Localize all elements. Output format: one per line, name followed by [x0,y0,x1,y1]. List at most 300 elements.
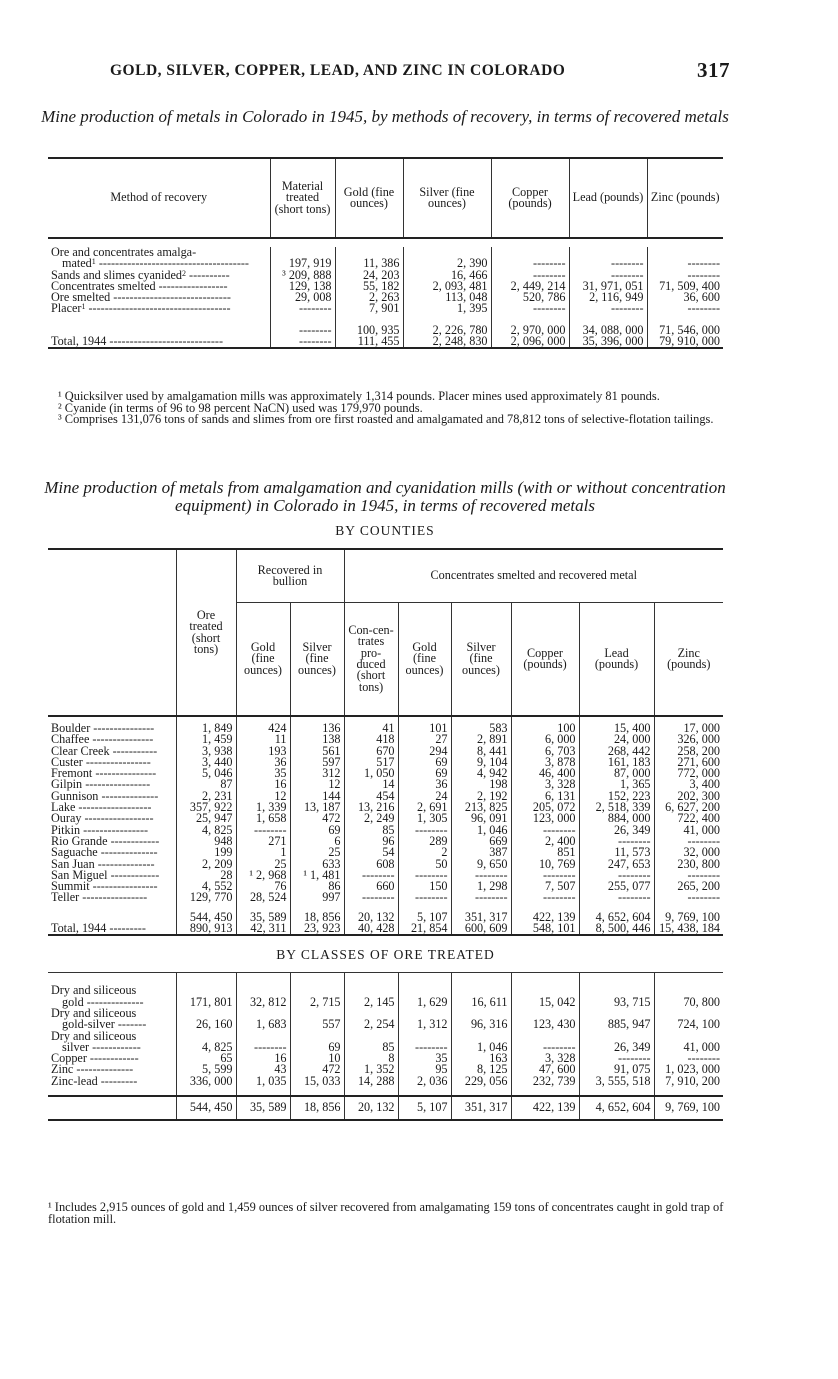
table1-cell: 11, 386 [335,258,403,269]
table2-cell: 70, 800 [654,997,723,1008]
table2-cell: 21, 854 [398,923,451,935]
table2-cell: 1 [236,847,290,858]
table2-cell: 171, 801 [176,997,236,1008]
footnote: ³ Comprises 131,076 tons of sands and slimes from ore first roasted and amalgamated and 78,812 tons of selective-flotation tailings. [58,412,714,426]
table1-cell: 24, 203 [335,270,403,281]
table2-cell: 36 [236,757,290,768]
table2-class-total-cell: 20, 132 [344,1096,398,1120]
table2-cell: 14, 288 [344,1076,398,1087]
table2-cell: 27 [398,734,451,745]
table2-cell: 91, 075 [579,1064,654,1075]
table2-cell: 357, 922 [176,802,236,813]
table2-cell: -------- [398,1042,451,1053]
table2-cell: 8, 441 [451,746,511,757]
table2-cell: 14 [344,779,398,790]
table2-cell: 851 [511,847,579,858]
table2-cell: 46, 400 [511,768,579,779]
row-label: Custer ---------------- [51,754,151,769]
table1-cell: 7, 901 [335,303,403,314]
table2-col-header: Con-cen-trates pro-duced (short tons) [344,603,398,717]
row-label: gold -------------- [62,994,144,1009]
row-label: Total, 1944 --------- [48,923,176,935]
table1-cell: 2, 093, 481 [403,281,491,292]
table2-total-cell: 351, 317 [451,912,511,923]
row-label: Zinc -------------- [51,1062,134,1077]
row-label: San Miguel ------------ [51,867,160,882]
table2-cell: 16, 611 [451,997,511,1008]
table1-cell: 71, 509, 400 [647,281,723,292]
table2-cell: -------- [236,1042,290,1053]
table2-cell: 4, 825 [176,1042,236,1053]
table2-cell: 5, 046 [176,768,236,779]
table2-cell: 722, 400 [654,813,723,824]
table2-cell: 152, 223 [579,791,654,802]
table2-cell: 669 [451,836,511,847]
table2-cell: 54 [344,847,398,858]
table2-cell: 69 [398,757,451,768]
table2-cell: 15, 033 [290,1076,344,1087]
table2-cell: 28, 524 [236,892,290,903]
table2-cell: 163 [451,1053,511,1064]
table2-cell: 26, 349 [579,825,654,836]
table2-cell: -------- [398,825,451,836]
table2-cell: 93, 715 [579,997,654,1008]
table2-county-row [48,892,723,903]
table1-total1944-cell: 35, 396, 000 [569,336,647,348]
table2-cell: 1, 339 [236,802,290,813]
table2-subcaption-counties: BY COUNTIES [335,523,435,538]
table2-cell: -------- [654,836,723,847]
table1-cell: 2, 449, 214 [491,281,569,292]
table2-cell: 1, 459 [176,734,236,745]
table1-cell: 197, 919 [270,258,335,269]
table2-total-cell: 35, 589 [236,912,290,923]
table2-cell: 10 [290,1053,344,1064]
table2-cell: 1, 849 [176,723,236,734]
row-label: Dry and siliceous [51,983,137,998]
table2-subcaption-row [48,935,723,973]
table1-total-cell: -------- [270,325,335,336]
table2-cell: 12 [290,779,344,790]
row-label: Clear Creek ----------- [51,743,158,758]
table2-cell: 2 [398,847,451,858]
table2-cell: 517 [344,757,398,768]
table2-cell: 724, 100 [654,1019,723,1030]
table1-cell: -------- [491,258,569,269]
table2-cell: 6 [290,836,344,847]
table1-cell: 55, 182 [335,281,403,292]
row-label: mated$^1$ ------------------------------------- [62,256,249,271]
table2-cell: 85 [344,1042,398,1053]
table2-cell: 136 [290,723,344,734]
table2-cell: 3, 400 [654,779,723,790]
table2-cell: 890, 913 [176,923,236,935]
table2-cell: 633 [290,859,344,870]
table2-cell: 4, 552 [176,881,236,892]
row-label: Placer$^1$ ----------------------------------- [51,301,231,316]
running-header [110,58,730,82]
table2-cell: 8 [344,1053,398,1064]
table2-cell: 5, 599 [176,1064,236,1075]
table2-cell: 11 [236,734,290,745]
table2-cell: 268, 442 [579,746,654,757]
row-label: Rio Grande ------------ [51,833,160,848]
table2-cell: 65 [176,1053,236,1064]
table2-cell: 1, 046 [451,825,511,836]
table2-cell: 600, 609 [451,923,511,935]
table1-cell: 113, 048 [403,292,491,303]
table1-cell: -------- [491,270,569,281]
table2-cell: 230, 800 [654,859,723,870]
table1-col-header: Silver (fine ounces) [403,158,491,238]
table2-total-cell: 422, 139 [511,912,579,923]
table2-class-row [48,1019,723,1030]
table2-total-cell: 9, 769, 100 [654,912,723,923]
table1-cell: -------- [569,258,647,269]
table2-cell: 271, 600 [654,757,723,768]
table2-cell: 96 [344,836,398,847]
row-label: Ore and concentrates amalga- [51,245,197,259]
table1-cell: -------- [569,303,647,314]
table2-cell: 472 [290,813,344,824]
table2-cell: 213, 825 [451,802,511,813]
table2-cell: 202, 300 [654,791,723,802]
table2-cell: 424 [236,723,290,734]
table2-cell: 3, 878 [511,757,579,768]
table2-header-row-groups [48,549,723,603]
table2-cell: 583 [451,723,511,734]
table2-class-total-cell: 5, 107 [398,1096,451,1120]
table2-cell: 1, 035 [236,1076,290,1087]
row-label: gold-silver ------- [62,1017,147,1032]
table2-cell: 1, 312 [398,1019,451,1030]
table2-cell: 2, 691 [398,802,451,813]
table2-cell: 6, 627, 200 [654,802,723,813]
table2-cell: 123, 000 [511,813,579,824]
table2-total1944-row [48,923,723,935]
table1-total1944-cell: 79, 910, 000 [647,336,723,348]
table1-total-cell: 34, 088, 000 [569,325,647,336]
table2-cell: 9, 650 [451,859,511,870]
table2-cell: 312 [290,768,344,779]
table1-col-header: Material treated (short tons) [270,158,335,238]
table1-cell: 16, 466 [403,270,491,281]
row-label: San Juan -------------- [51,856,155,871]
table2-cell: 13, 216 [344,802,398,813]
table2-cell: 43 [236,1064,290,1075]
table2-cell: 15, 438, 184 [654,923,723,935]
table2-col-header: Silver (fine ounces) [290,603,344,717]
table2-cell: 42, 311 [236,923,290,935]
table2-cell: 198 [451,779,511,790]
table2-col-header: Gold (fine ounces) [236,603,290,717]
table2-cell: 6, 131 [511,791,579,802]
table2-cell: 6, 000 [511,734,579,745]
table2-cell: 326, 000 [654,734,723,745]
table1-caption: Mine production of metals in Colorado in 1945, by methods of recovery, in terms of recovered metals [41,107,729,126]
table2-cell: 472 [290,1064,344,1075]
table2-cell: 86 [290,881,344,892]
table2-class-total-cell: 422, 139 [511,1096,579,1120]
row-label: Chaffee --------------- [51,732,154,747]
table2-cell: -------- [511,892,579,903]
table1-col-header: Lead (pounds) [569,158,647,238]
table2-cell: 271 [236,836,290,847]
table2-class-total-cell: 35, 589 [236,1096,290,1120]
table1-cell: 29, 008 [270,292,335,303]
table2-total-cell: 4, 652, 604 [579,912,654,923]
table2-cell: 1, 683 [236,1019,290,1030]
table2-cell: 418 [344,734,398,745]
table2-cell: 35 [398,1053,451,1064]
table2-cell: 1, 050 [344,768,398,779]
table1-cell: 129, 138 [270,281,335,292]
table2-cell: -------- [511,825,579,836]
table2-cell: 25, 947 [176,813,236,824]
table1-cell: 2, 390 [403,258,491,269]
group-header-concentrates: Concentrates smelted and recovered metal [344,549,723,603]
table2-cell: 2, 400 [511,836,579,847]
table2-cell: 144 [290,791,344,802]
row-label: silver ------------ [62,1039,141,1054]
table2-cell: 8, 500, 446 [579,923,654,935]
table2-cell: 255, 077 [579,881,654,892]
table2-cell: 47, 600 [511,1064,579,1075]
table2-cell: -------- [398,892,451,903]
row-label: Ore smelted ----------------------------- [51,290,231,305]
table2-footnote: ¹ Includes 2,915 ounces of gold and 1,459 ounces of silver recovered from amalgamating 159 tons of concentrates caught in gold trap of flotation mill. [48,1200,724,1226]
table2-cell: -------- [511,1042,579,1053]
table2-cell: 884, 000 [579,813,654,824]
table1-total1944-cell: 111, 455 [335,336,403,348]
table2-cell: 205, 072 [511,802,579,813]
table1-cell: -------- [647,270,723,281]
table1-total-cell: 71, 546, 000 [647,325,723,336]
table1-col-header: Zinc (pounds) [647,158,723,238]
table2-cell: 336, 000 [176,1076,236,1087]
table1-cell: ³ 209, 888 [270,270,335,281]
table2-cell: 2, 209 [176,859,236,870]
table2-cell: 6, 703 [511,746,579,757]
table2-cell: 2, 715 [290,997,344,1008]
table2-cell: 25 [236,859,290,870]
table2-cell: 454 [344,791,398,802]
table1-cell: 2, 263 [335,292,403,303]
table2-cell: 95 [398,1064,451,1075]
table1-header-row [48,158,723,238]
table2-cell: 4, 942 [451,768,511,779]
table2-subcaption-classes: BY CLASSES OF ORE TREATED [48,935,723,973]
table2-cell: 948 [176,836,236,847]
table2-cell: 3, 328 [511,1053,579,1064]
table1-col-header: Method of recovery [48,158,270,238]
table2-col-header: Copper (pounds) [511,603,579,717]
table2-cell: 17, 000 [654,723,723,734]
table2-cell: -------- [654,870,723,881]
table1-col-header: Copper (pounds) [491,158,569,238]
table2-cell: 15, 042 [511,997,579,1008]
table2-cell: -------- [511,870,579,881]
table2-total-cell: 5, 107 [398,912,451,923]
table2-total-cell: 18, 856 [290,912,344,923]
table2-cell: 161, 183 [579,757,654,768]
table2-cell: 2, 254 [344,1019,398,1030]
table2-cell: 41, 000 [654,825,723,836]
table2-cell: 1, 365 [579,779,654,790]
table2-cell: 24 [398,791,451,802]
table1-cell: 36, 600 [647,292,723,303]
table2-cell: 123, 430 [511,1019,579,1030]
table1-cell: -------- [270,303,335,314]
table2-cell: 772, 000 [654,768,723,779]
table2-cell: -------- [579,892,654,903]
row-label: Pitkin ---------------- [51,822,149,837]
table1-total-cell: 2, 970, 000 [491,325,569,336]
table2-cell: 885, 947 [579,1019,654,1030]
table2-cell: 1, 298 [451,881,511,892]
table2-cell: 11, 573 [579,847,654,858]
table2-cell: ¹ 1, 481 [290,870,344,881]
row-label: Ouray ----------------- [51,811,154,826]
row-label: Total, 1944 ---------------------------- [48,336,270,348]
table1-cell: 1, 395 [403,303,491,314]
table2-cell: 7, 507 [511,881,579,892]
table2-cell: 87 [176,779,236,790]
table2-cell: 101 [398,723,451,734]
table2-cell: 69 [398,768,451,779]
table2-cell: 3, 938 [176,746,236,757]
table-mills-by-counties [48,548,723,1121]
table2-cell: 41, 000 [654,1042,723,1053]
table2-cell: 387 [451,847,511,858]
table1-cell: -------- [647,303,723,314]
table2-cell: -------- [344,892,398,903]
table2-class-total-cell: 544, 450 [176,1096,236,1120]
table1-cell: 31, 971, 051 [569,281,647,292]
row-label: Sands and slimes cyanided$^2$ ---------- [51,267,230,282]
table2-cell: 23, 923 [290,923,344,935]
table2-cell: 2, 145 [344,997,398,1008]
table2-cell: 258, 200 [654,746,723,757]
table2-col-header: Lead (pounds) [579,603,654,717]
table2-cell: 3, 440 [176,757,236,768]
table2-cell: 12 [236,791,290,802]
table2-cell: 150 [398,881,451,892]
row-label: Zinc-lead --------- [51,1073,138,1088]
group-header-bullion: Recovered in bullion [236,549,344,603]
row-label: Fremont --------------- [51,766,157,781]
table1-cell: -------- [647,258,723,269]
table2-cell: 69 [290,825,344,836]
table2-total-cell: 544, 450 [176,912,236,923]
table1-cell: 520, 786 [491,292,569,303]
table2-cell: 2, 891 [451,734,511,745]
table2-cell: 26, 160 [176,1019,236,1030]
table2-class-row [48,997,723,1008]
table2-cell: 138 [290,734,344,745]
table2-col-header: Gold (fine ounces) [398,603,451,717]
table2-cell: 2, 192 [451,791,511,802]
table2-cell: 289 [398,836,451,847]
table1-col-header: Gold (fine ounces) [335,158,403,238]
table2-cell: 232, 739 [511,1076,579,1087]
table2-cell: 2, 518, 339 [579,802,654,813]
table2-cell: 199 [176,847,236,858]
table2-cell: -------- [579,836,654,847]
table2-cell: 2, 249 [344,813,398,824]
table2-cell: 69 [290,1042,344,1053]
table2-cell: 597 [290,757,344,768]
table2-cell: 96, 316 [451,1019,511,1030]
table2-cell: 87, 000 [579,768,654,779]
table2-caption: Mine production of metals from amalgamation and cyanidation mills (with or without concentration equipment) in Colorado in 1945, in terms of recovered metals [44,478,726,515]
table2-cell: 8, 125 [451,1064,511,1075]
table2-cell: 1, 658 [236,813,290,824]
row-label: Saguache -------------- [51,845,158,860]
table2-cell: -------- [236,825,290,836]
table2-cell: 670 [344,746,398,757]
table2-col-header: Silver (fine ounces) [451,603,511,717]
table1-total1944-cell: -------- [270,336,335,348]
table2-cell: 36 [398,779,451,790]
table2-cell: 1, 305 [398,813,451,824]
table2-cell: 32, 000 [654,847,723,858]
table2-cell: 247, 653 [579,859,654,870]
table2-cell: 25 [290,847,344,858]
table1-total-cell: 100, 935 [335,325,403,336]
table2-cell: -------- [654,1053,723,1064]
table2-cell: -------- [344,870,398,881]
table2-cell: 50 [398,859,451,870]
table2-cell: -------- [579,870,654,881]
row-label: Concentrates smelted ----------------- [51,278,228,293]
table2-cell: 26, 349 [579,1042,654,1053]
table2-cell: 548, 101 [511,923,579,935]
table2-cell: 28 [176,870,236,881]
table2-class-row [48,1076,723,1087]
row-label: Boulder --------------- [51,721,155,735]
table2-cell: 3, 328 [511,779,579,790]
row-label: Copper ------------ [51,1051,139,1066]
table2-cell: 15, 400 [579,723,654,734]
table2-cell: 85 [344,825,398,836]
table1-cell: -------- [491,303,569,314]
table2-cell: 229, 056 [451,1076,511,1087]
table2-col-header: Zinc (pounds) [654,603,723,717]
row-label: Dry and siliceous [51,1005,137,1020]
table2-cell: 16 [236,1053,290,1064]
table1-total1944-row [48,336,723,348]
table2-cell: 1, 046 [451,1042,511,1053]
table2-cell: 608 [344,859,398,870]
table1-total1944-cell: 2, 096, 000 [491,336,569,348]
table2-cell: -------- [451,892,511,903]
table2-cell: 294 [398,746,451,757]
row-label: Summit ---------------- [51,879,158,894]
page-number: 317 [697,58,730,82]
table2-cell: 96, 091 [451,813,511,824]
table-methods-of-recovery [48,157,723,349]
footnote: ¹ Quicksilver used by amalgamation mills was approximately 1,314 pounds. Placer mines used approximately 81 pounds. [58,389,660,403]
footnote: ² Cyanide (in terms of 96 to 98 percent NaCN) used was 179,970 pounds. [58,400,423,415]
row-label: Gunnison -------------- [51,788,159,803]
table2-class-total-row [48,1096,723,1120]
running-title: GOLD, SILVER, COPPER, LEAD, AND ZINC IN COLORADO [110,62,566,79]
table1-total-cell: 2, 226, 780 [403,325,491,336]
table2-col-header: Ore treated (short tons) [176,549,236,716]
table1-row [48,303,723,314]
table1-cell: -------- [569,270,647,281]
